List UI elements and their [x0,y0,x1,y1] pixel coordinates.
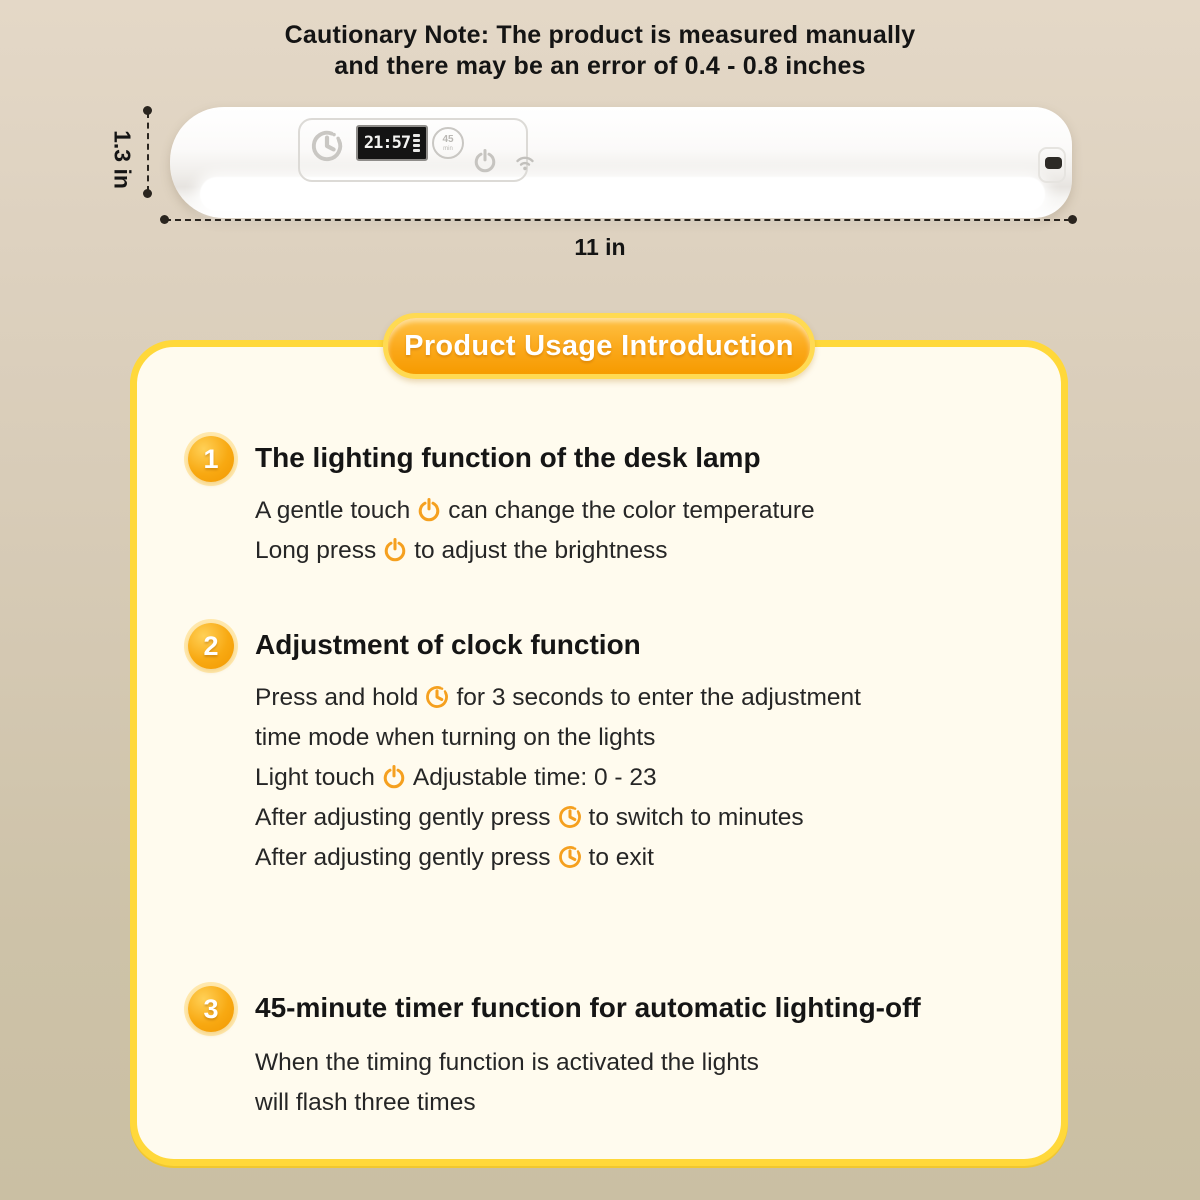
usage-line: Light touch Adjustable time: 0 - 23 [255,764,657,791]
clock-icon [557,804,583,830]
dimension-dot [1068,215,1077,224]
usage-line: When the timing function is activated the lights [255,1049,759,1076]
usage-line: time mode when turning on the lights [255,724,656,751]
power-icon [381,764,407,790]
section-2-body [255,678,861,878]
usage-line: After adjusting gently press to switch to minutes [255,804,804,831]
power-icon [416,497,442,523]
usb-port [1045,157,1062,169]
usage-line: Long press to adjust the brightness [255,537,668,564]
usage-banner [383,313,815,379]
caution-note-line2: and there may be an error of 0.4 - 0.8 inches [334,52,866,80]
power-icon [382,537,408,563]
sensor-wifi-icon [512,150,538,174]
section-1-badge: 1 [188,436,234,482]
timer-45min-sublabel: min [443,145,453,152]
section-1-body [255,491,815,571]
section-3-body [255,1043,759,1123]
caution-note [0,20,1200,82]
caution-note-line1: Cautionary Note: The product is measured manually [284,21,916,49]
lamp-light-bar [200,177,1045,211]
section-2-badge: 2 [188,623,234,669]
timer-45min-button [432,127,464,159]
section-3-title: 45-minute timer function for automatic lighting-off [255,992,921,1023]
dimension-dot [143,189,152,198]
desk-lamp-image [170,107,1072,218]
section-1-title: The lighting function of the desk lamp [255,442,761,473]
clock-button-icon [309,128,345,164]
usage-line: Press and hold for 3 seconds to enter the adjustment [255,684,861,711]
height-dimension-label: 1.3 in [109,130,136,189]
width-dimension-line [165,219,1070,221]
dimension-dot [143,106,152,115]
lamp-control-panel [298,118,528,182]
section-2-title: Adjustment of clock function [255,629,641,660]
usage-line: will flash three times [255,1089,476,1116]
clock-icon [424,684,450,710]
section-3-badge: 3 [188,986,234,1032]
usage-card [130,329,1068,1166]
width-dimension-label: 11 in [574,234,626,260]
height-dimension-line [147,112,149,192]
clock-icon [557,844,583,870]
timer-45min-label: 45 [442,133,454,145]
led-clock-display [356,125,428,161]
dimension-dot [160,215,169,224]
display-time: 21:57 [363,133,411,153]
usage-line: A gentle touch can change the color temperature [255,497,815,524]
battery-indicator-icon [413,134,420,152]
usage-line: After adjusting gently press to exit [255,844,654,871]
power-button-icon [472,148,498,174]
usage-banner-title: Product Usage Introduction [404,329,794,362]
